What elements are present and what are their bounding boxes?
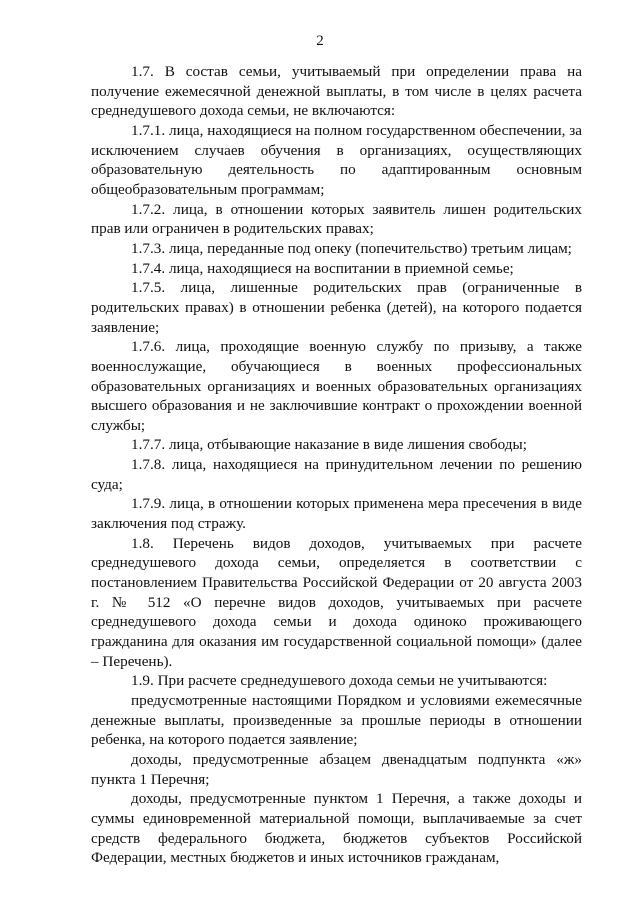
paragraph-1-7: 1.7. В состав семьи, учитываемый при определении права на получение ежемесячной денежной выплаты, в том числе в целях расчета среднедушевого дохода семьи, не включаются:: [91, 63, 582, 120]
paragraph-1-7-5: 1.7.5. лица, лишенные родительских прав (ограниченные в родительских правах) в отношении ребенка (детей), на которого подается заявление;: [91, 279, 582, 336]
paragraph-1-9-item-2: доходы, предусмотренные абзацем двенадцатым подпункта «ж» пункта 1 Перечня;: [91, 750, 582, 788]
paragraph-1-7-9: 1.7.9. лица, в отношении которых применена мера пресечения в виде заключения под стражу.: [91, 495, 582, 533]
document-body: [91, 62, 582, 868]
paragraph-1-7-7: 1.7.7. лица, отбывающие наказание в виде лишения свободы;: [131, 436, 527, 454]
paragraph-1-9-item-1: предусмотренные настоящими Порядком и условиями ежемесячные денежные выплаты, произведенные за прошлые периоды в отношении ребенка, на которого подается заявление;: [91, 692, 582, 749]
paragraph-1-7-1: 1.7.1. лица, находящиеся на полном государственном обеспечении, за исключением случаев обучения в организациях, осуществляющих образовательную деятельность по адаптированным основным общеобразовательным программам;: [91, 121, 582, 198]
paragraph-1-7-6: 1.7.6. лица, проходящие военную службу по призыву, а также военнослужащие, обучающиеся в военных профессиональных образовательных организациях и военных образовательных организациях высшего образования и не заключившие контракт о прохождении военной службы;: [91, 338, 582, 434]
paragraph-1-8: 1.8. Перечень видов доходов, учитываемых при расчете среднедушевого дохода семьи, определяется в соответствии с постановлением Правительства Российской Федерации от 20 августа 2003 г. № 512 «О перечне видов доходов, учитываемых при расчете среднедушевого дохода семьи и дохода одиноко проживающего гражданина для оказания им государственной социальной помощи» (далее – Перечень).: [91, 534, 582, 670]
paragraph-1-7-4: 1.7.4. лица, находящиеся на воспитании в приемной семье;: [131, 259, 514, 277]
paragraph-1-7-2: 1.7.2. лица, в отношении которых заявитель лишен родительских прав или ограничен в родительских правах;: [91, 200, 582, 238]
page-number: 2: [316, 33, 324, 49]
paragraph-1-7-8: 1.7.8. лица, находящиеся на принудительном лечении по решению суда;: [91, 456, 582, 493]
paragraph-1-9: 1.9. При расчете среднедушевого дохода семьи не учитываются:: [131, 672, 548, 690]
paragraph-1-9-item-3: доходы, предусмотренные пунктом 1 Перечня, а также доходы и суммы единовременной материальной помощи, выплачиваемые за счет средств федерального бюджета, бюджетов субъектов Российской Федерации, местных бюджетов и иных источников гражданам,: [91, 790, 582, 867]
paragraph-1-7-3: 1.7.3. лица, переданные под опеку (попечительство) третьим лицам;: [131, 239, 572, 257]
